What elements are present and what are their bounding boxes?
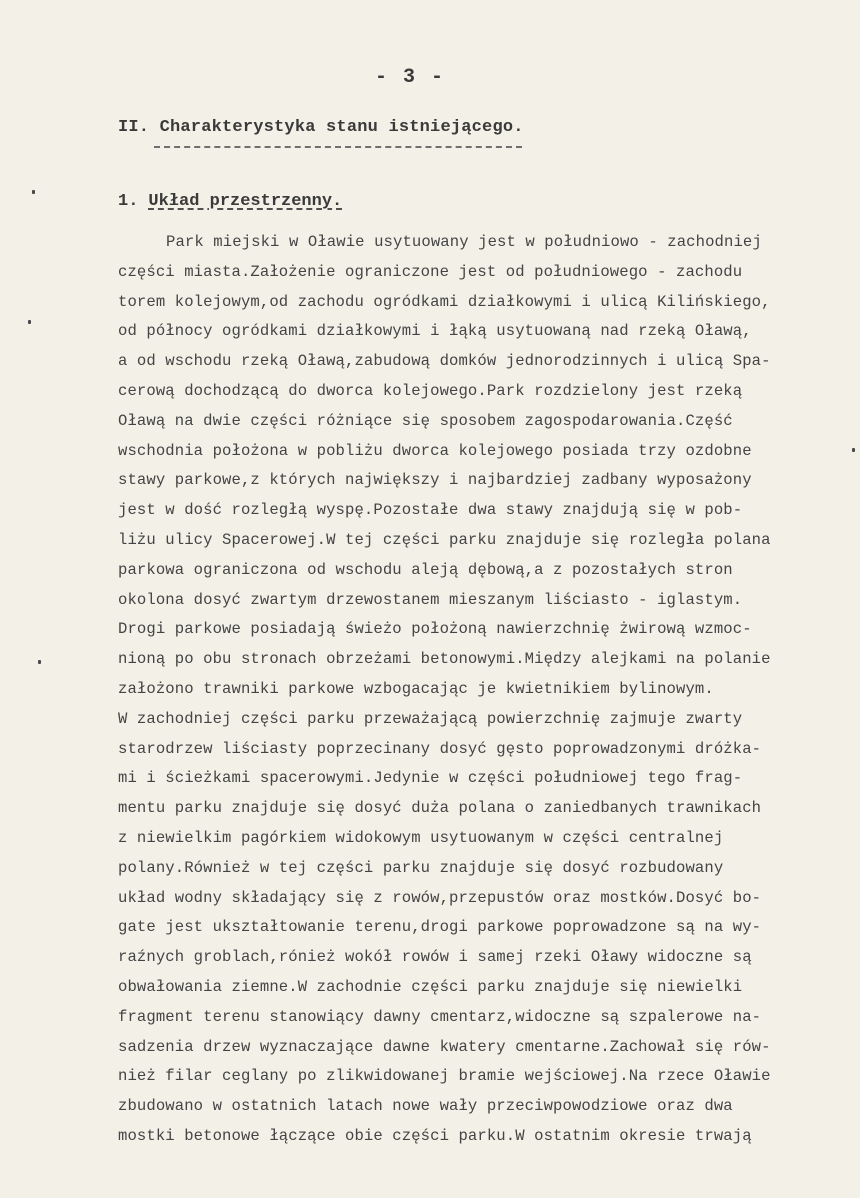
body-line: gate jest ukształtowanie terenu,drogi parkowe poprowadzone są na wy- <box>118 918 762 937</box>
body-line: wschodnia położona w pobliżu dworca kolejowego posiada trzy ozdobne <box>118 441 752 460</box>
body-line: części miasta.Założenie ograniczone jest od południowego - zachodu <box>118 262 743 281</box>
margin-mark <box>32 190 35 194</box>
body-line: od północy ogródkami działkowymi i łąką usytuowaną nad rzeką Oławą, <box>118 322 752 341</box>
body-line: mostki betonowe łączące obie części parku.W ostatnim okresie trwają <box>118 1126 752 1145</box>
section-heading: II. Charakterystyka stanu istniejącego. <box>118 118 524 137</box>
body-line: parkowa ograniczona od wschodu aleją dębową,a z pozostałych stron <box>118 560 733 579</box>
subsection-heading <box>118 192 342 211</box>
body-line: W zachodniej części parku przeważającą powierzchnię zajmuje zwarty <box>118 709 743 728</box>
body-line: sadzenia drzew wyznaczające dawne kwatery cmentarne.Zachował się rów- <box>118 1037 771 1056</box>
body-line: Oławą na dwie części różniące się sposobem zagospodarowania.Część <box>118 411 733 430</box>
body-line: fragment terenu stanowiący dawny cmentarz,widoczne są szpalerowe na- <box>118 1007 762 1026</box>
body-line: mentu parku znajduje się dosyć duża polana o zaniedbanych trawnikach <box>118 799 762 818</box>
body-line: polany.Również w tej części parku znajduje się dosyć rozbudowany <box>118 858 724 877</box>
page-number: - 3 - <box>374 66 445 89</box>
body-line: liżu ulicy Spacerowej.W tej części parku znajduje się rozległa polana <box>118 530 771 549</box>
margin-mark <box>28 320 31 324</box>
subsection-number: 1. <box>118 192 139 211</box>
margin-mark <box>852 448 855 452</box>
body-line: założono trawniki parkowe wzbogacając je kwietnikiem bylinowym. <box>118 679 714 698</box>
body-line: a od wschodu rzeką Oławą,zabudową domków jednorodzinnych i ulicą Spa- <box>118 352 771 371</box>
body-line: mi i ścieżkami spacerowymi.Jedynie w części południowej tego frag- <box>118 769 743 788</box>
body-line: z niewielkim pagórkiem widokowym usytuowanym w części centralnej <box>118 828 724 847</box>
subsection-title: Układ przestrzenny. <box>148 192 343 211</box>
body-line: Park miejski w Oławie usytuowany jest w południowo - zachodniej <box>166 233 762 251</box>
body-line: cerową dochodzącą do dworca kolejowego.Park rozdzielony jest rzeką <box>118 381 743 400</box>
body-line: starodrzew liściasty poprzecinany dosyć gęsto poprowadzonymi dróżka- <box>118 739 762 758</box>
body-line: torem kolejowym,od zachodu ogródkami działkowymi i ulicą Kilińskiego, <box>118 292 771 311</box>
body-line: raźnych groblach,rónież wokół rowów i samej rzeki Oławy widoczne są <box>118 948 752 967</box>
body-line: nioną po obu stronach obrzeżami betonowymi.Między alejkami na polanie <box>118 650 771 669</box>
body-paragraph <box>118 228 838 1152</box>
body-line: obwałowania ziemne.W zachodnie części parku znajduje się niewielki <box>118 977 743 996</box>
margin-mark <box>38 660 41 664</box>
body-line: zbudowano w ostatnich latach nowe wały przeciwpowodziowe oraz dwa <box>118 1097 733 1116</box>
body-line: jest w dość rozległą wyspę.Pozostałe dwa stawy znajdują się w pob- <box>118 501 743 520</box>
section-heading-underline <box>154 146 522 148</box>
body-line: układ wodny składający się z rowów,przepustów oraz mostków.Dosyć bo- <box>118 888 762 907</box>
body-line: stawy parkowe,z których największy i najbardziej zadbany wyposażony <box>118 471 752 490</box>
body-line: okolona dosyć zwartym drzewostanem mieszanym liściasto - iglastym. <box>118 590 743 609</box>
body-line: Drogi parkowe posiadają świeżo położoną nawierzchnię żwirową wzmoc- <box>118 620 752 639</box>
body-line: nież filar ceglany po zlikwidowanej bramie wejściowej.Na rzece Oławie <box>118 1067 771 1086</box>
